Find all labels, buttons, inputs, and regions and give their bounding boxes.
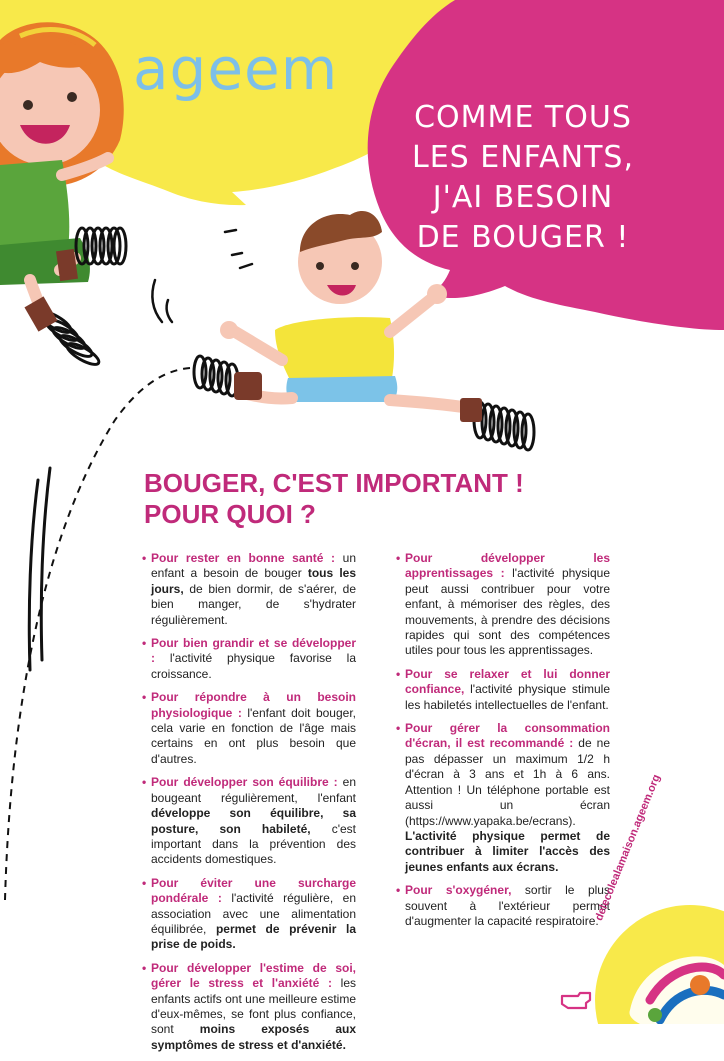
bullet-item bbox=[398, 551, 610, 659]
bullet-text: sortir le plus souvent à l'extérieur permet d'augmenter la capacité respiratoire. bbox=[405, 883, 610, 928]
pointing-hand-icon bbox=[562, 993, 590, 1008]
bullet-highlight: Pour développer les apprentissages : bbox=[405, 551, 610, 581]
bullet-highlight: Pour bien grandir et se développer : bbox=[151, 636, 356, 666]
bullet-text: de ne pas dépasser un maximum 1/2 h d'écran à 3 ans et 1h à 6 ans. Attention ! Un téléphone portable est aussi un écran (https://www.yapaka.be/ecrans). bbox=[405, 736, 610, 828]
bullet-bold-text: moins exposés aux symptômes de stress et d'anxiété. bbox=[151, 1022, 357, 1052]
bullet-item bbox=[398, 721, 610, 875]
bullet-item bbox=[144, 690, 356, 767]
bullet-text: l'enfant doit bouger, cela varie en fonction de l'âge mais certains en ont plus besoin que d'autres. bbox=[151, 705, 356, 766]
bullet-text: l'activité physique peut aussi contribuer pour votre enfant, à mémoriser des règles, des mouvements, à prendre des décisions rapides qui sont des compétences utiles pour tous les apprentissages. bbox=[405, 566, 610, 658]
heading-line-2: POUR QUOI ? bbox=[144, 499, 316, 529]
speech-bubble-text bbox=[392, 98, 654, 258]
bullet-highlight: Pour se relaxer et lui donner confiance, bbox=[405, 666, 610, 697]
speech-line: COMME TOUS bbox=[414, 100, 632, 135]
boy-spring-left bbox=[194, 356, 238, 396]
bullet-text: en bougeant régulièrement, l'enfant bbox=[151, 775, 356, 805]
bullet-bold-text: L'activité physique permet de contribuer à limiter l'accès des jeunes enfants aux écrans. bbox=[405, 828, 610, 874]
left-column bbox=[144, 551, 356, 1061]
bullet-text: l'activité physique favorise la croissance. bbox=[151, 651, 356, 681]
website-url[interactable]: delecolealamaison.ageem.org bbox=[593, 772, 663, 923]
bullet-bold-text: permet de prévenir la prise de poids. bbox=[151, 921, 356, 952]
bullet-text: les enfants actifs ont une meilleure estime d'eux-mêmes, se font plus confiance, sont bbox=[151, 976, 356, 1037]
bullet-highlight: Pour répondre à un besoin physiologique : bbox=[151, 690, 356, 720]
bullet-item bbox=[144, 961, 356, 1053]
bullet-item bbox=[398, 883, 610, 929]
motion-marks bbox=[152, 230, 252, 322]
bullet-item bbox=[398, 667, 610, 713]
bullet-text: l'activité régulière, en association avec une alimentation équilibrée, bbox=[151, 891, 356, 936]
bullet-text: c'est important dans la prévention des accidents domestiques. bbox=[151, 821, 356, 867]
ageem-logo: ageem bbox=[133, 35, 339, 103]
bullet-highlight: Pour gérer la consommation d'écran, il est recommandé : bbox=[405, 721, 610, 751]
section-heading bbox=[144, 468, 524, 530]
bullet-highlight: Pour développer son équilibre : bbox=[151, 775, 338, 790]
bullet-text: l'activité physique stimule les habiletés intellectuelles de l'enfant. bbox=[405, 682, 610, 712]
speech-line: J'AI BESOIN bbox=[432, 180, 614, 215]
bullet-item bbox=[144, 775, 356, 867]
bullet-highlight: Pour s'oxygéner, bbox=[405, 883, 512, 898]
bullet-highlight: Pour développer l'estime de soi, gérer le stress et l'anxiété : bbox=[151, 960, 356, 991]
right-column bbox=[398, 551, 610, 937]
bullet-text: un enfant a besoin de bouger bbox=[151, 551, 356, 581]
bullet-item bbox=[144, 876, 356, 953]
bullet-bold-text: tous les jours, bbox=[151, 566, 356, 596]
bullet-text: de bien dormir, de s'aérer, de bien manger, de s'hydrater régulièrement. bbox=[151, 581, 356, 627]
bullet-bold-text: développe son équilibre, sa posture, son habileté, bbox=[151, 806, 356, 836]
speech-line: DE BOUGER ! bbox=[416, 220, 630, 255]
heading-line-1: BOUGER, C'EST IMPORTANT ! bbox=[144, 468, 524, 498]
bullet-item bbox=[144, 636, 356, 682]
boy-spring-right bbox=[474, 402, 534, 450]
bullet-highlight: Pour rester en bonne santé : bbox=[151, 551, 336, 565]
bullet-highlight: Pour éviter une surcharge pondérale : bbox=[151, 875, 356, 906]
speech-line: LES ENFANTS, bbox=[411, 140, 634, 175]
bullet-item bbox=[144, 551, 356, 628]
